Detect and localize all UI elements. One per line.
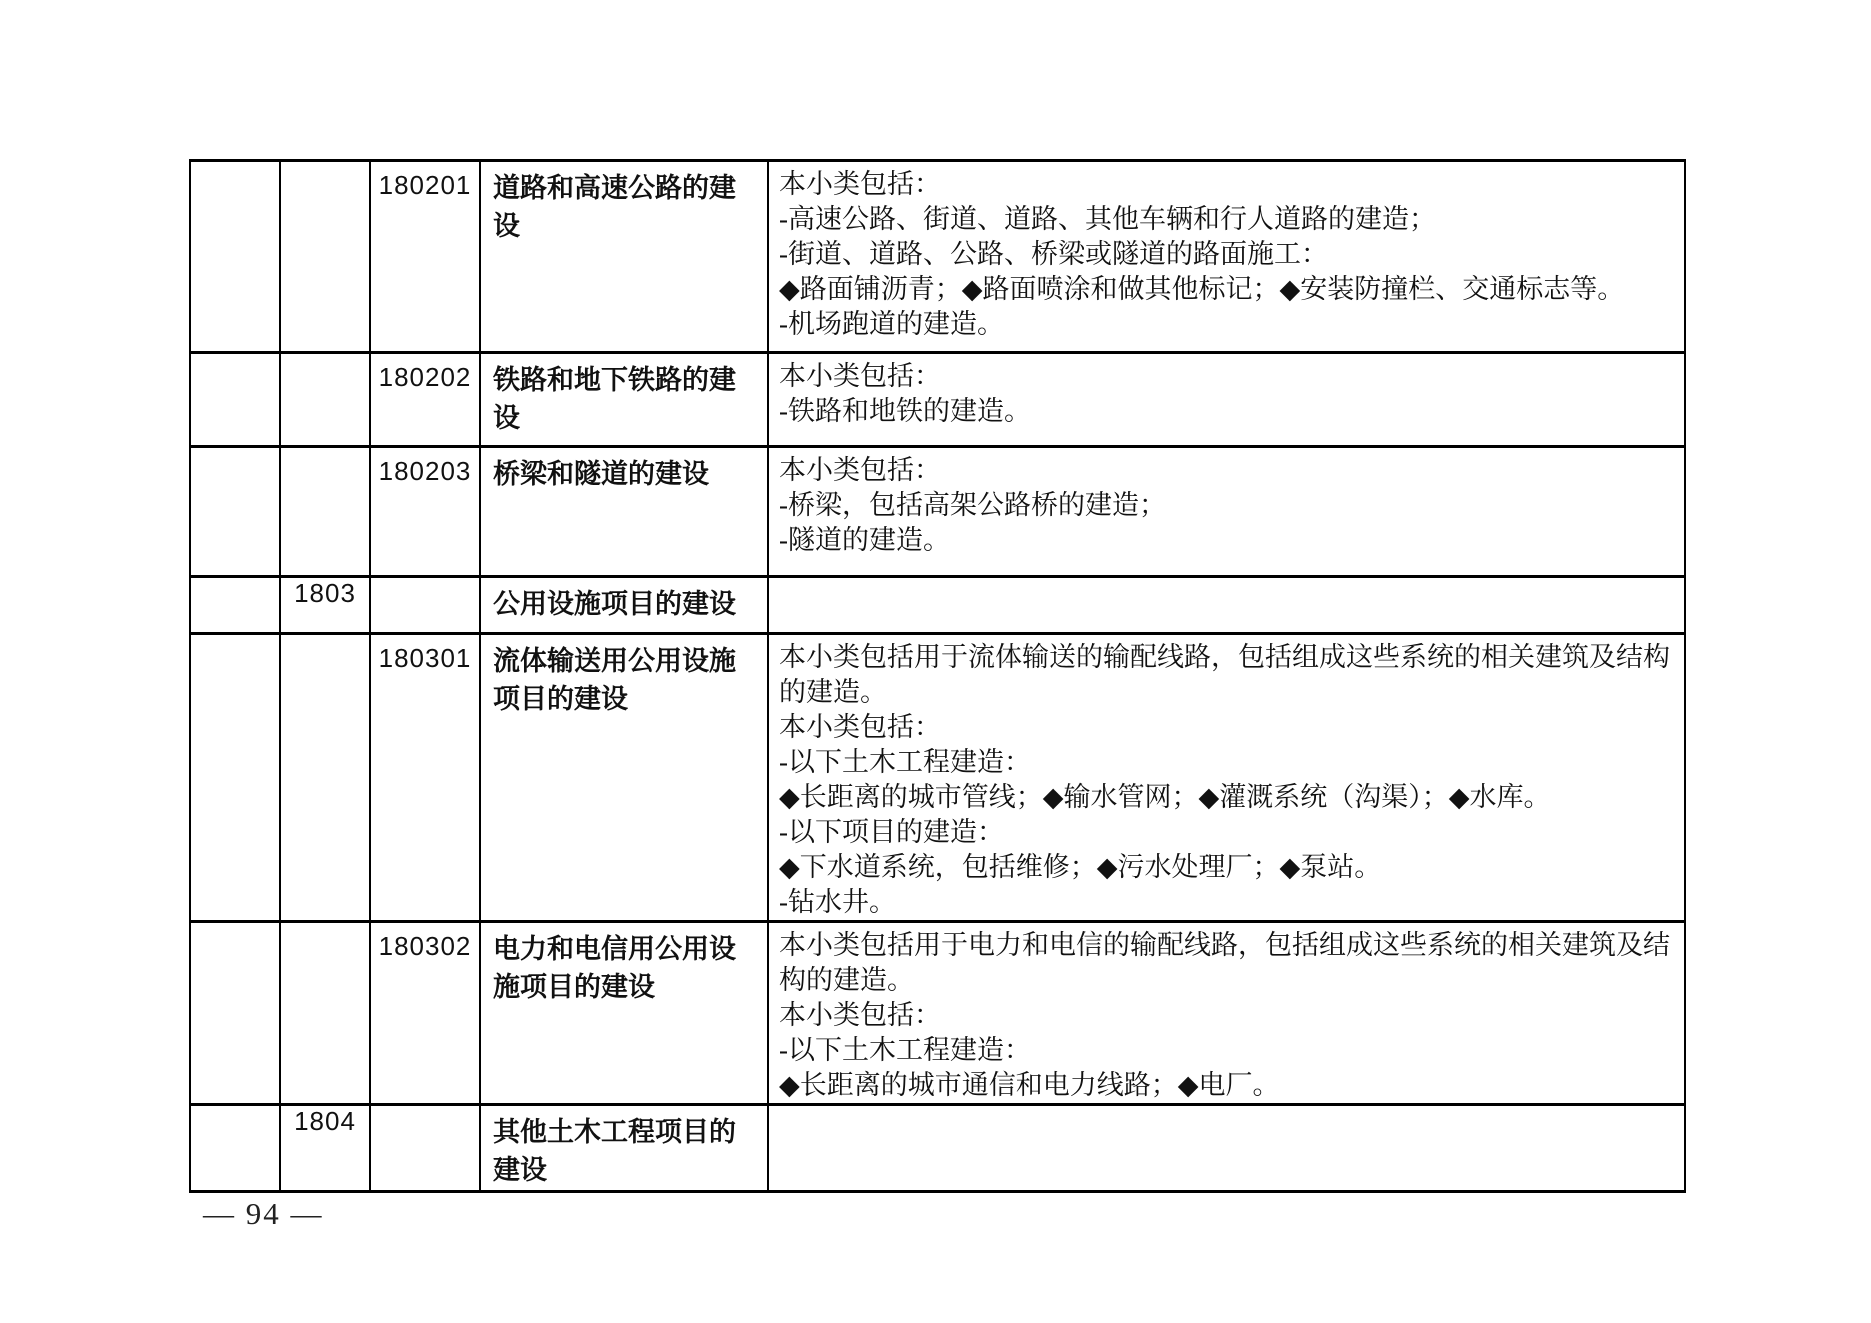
cell-category-code	[190, 353, 280, 447]
cell-name: 其他土木工程项目的建设	[480, 1105, 768, 1192]
description-line: -机场跑道的建造。	[779, 309, 1004, 339]
cell-name: 电力和电信用公用设施项目的建设	[480, 922, 768, 1105]
description-line: 本小类包括：	[779, 1000, 941, 1030]
description-line: ◆路面铺沥青；◆路面喷涂和做其他标记；◆安装防撞栏、交通标志等。	[779, 274, 1625, 304]
cell-sub-code: 180203	[370, 447, 480, 577]
cell-category-code	[190, 161, 280, 353]
cell-middle-code	[280, 353, 370, 447]
cell-description	[768, 634, 1685, 922]
description-line: 本小类包括：	[779, 712, 941, 742]
description-line: 本小类包括：	[779, 361, 941, 391]
cell-name: 道路和高速公路的建设	[480, 161, 768, 353]
cell-middle-code	[280, 161, 370, 353]
cell-description	[768, 161, 1685, 353]
cell-middle-code: 1803	[280, 577, 370, 634]
cell-sub-code	[370, 1105, 480, 1192]
description-line: -钻水井。	[779, 887, 896, 917]
cell-description	[768, 577, 1685, 634]
cell-sub-code: 180301	[370, 634, 480, 922]
cell-category-code	[190, 447, 280, 577]
description-line: ◆长距离的城市管线；◆输水管网；◆灌溉系统（沟渠）；◆水库。	[779, 782, 1551, 812]
description-line: 本小类包括：	[779, 169, 941, 199]
description-line: 本小类包括用于电力和电信的输配线路，包括组成这些系统的相关建筑及结构的建造。	[779, 930, 1670, 995]
description-line: -高速公路、街道、道路、其他车辆和行人道路的建造；	[779, 204, 1436, 234]
page-number: — 94 —	[203, 1196, 324, 1231]
cell-middle-code	[280, 922, 370, 1105]
description-line: 本小类包括用于流体输送的输配线路，包括组成这些系统的相关建筑及结构的建造。	[779, 642, 1670, 707]
table-row-1803	[190, 577, 1685, 634]
cell-description	[768, 353, 1685, 447]
description-line: -以下项目的建造：	[779, 817, 1004, 847]
cell-sub-code: 180202	[370, 353, 480, 447]
cell-name: 流体输送用公用设施项目的建设	[480, 634, 768, 922]
cell-description	[768, 1105, 1685, 1192]
description-line: -铁路和地铁的建造。	[779, 396, 1031, 426]
classification-table	[189, 159, 1686, 1193]
description-line: -以下土木工程建造：	[779, 747, 1031, 777]
table-row-180201	[190, 161, 1685, 353]
description-line: -隧道的建造。	[779, 525, 950, 555]
cell-name: 铁路和地下铁路的建设	[480, 353, 768, 447]
description-line: -以下土木工程建造：	[779, 1035, 1031, 1065]
cell-description	[768, 922, 1685, 1105]
table-row-180302	[190, 922, 1685, 1105]
cell-name: 桥梁和隧道的建设	[480, 447, 768, 577]
table-row-1804	[190, 1105, 1685, 1192]
cell-middle-code: 1804	[280, 1105, 370, 1192]
description-line: 本小类包括：	[779, 455, 941, 485]
cell-middle-code	[280, 634, 370, 922]
table-row-180301	[190, 634, 1685, 922]
cell-sub-code: 180302	[370, 922, 480, 1105]
cell-middle-code	[280, 447, 370, 577]
description-line: -街道、道路、公路、桥梁或隧道的路面施工：	[779, 239, 1328, 269]
table-row-180203	[190, 447, 1685, 577]
cell-category-code	[190, 922, 280, 1105]
cell-category-code	[190, 1105, 280, 1192]
description-line: ◆下水道系统，包括维修；◆污水处理厂；◆泵站。	[779, 852, 1382, 882]
cell-category-code	[190, 634, 280, 922]
description-line: -桥梁，包括高架公路桥的建造；	[779, 490, 1166, 520]
description-line: ◆长距离的城市通信和电力线路；◆电厂。	[779, 1070, 1280, 1100]
cell-category-code	[190, 577, 280, 634]
table-row-180202	[190, 353, 1685, 447]
cell-sub-code	[370, 577, 480, 634]
cell-sub-code: 180201	[370, 161, 480, 353]
cell-description	[768, 447, 1685, 577]
cell-name: 公用设施项目的建设	[480, 577, 768, 634]
